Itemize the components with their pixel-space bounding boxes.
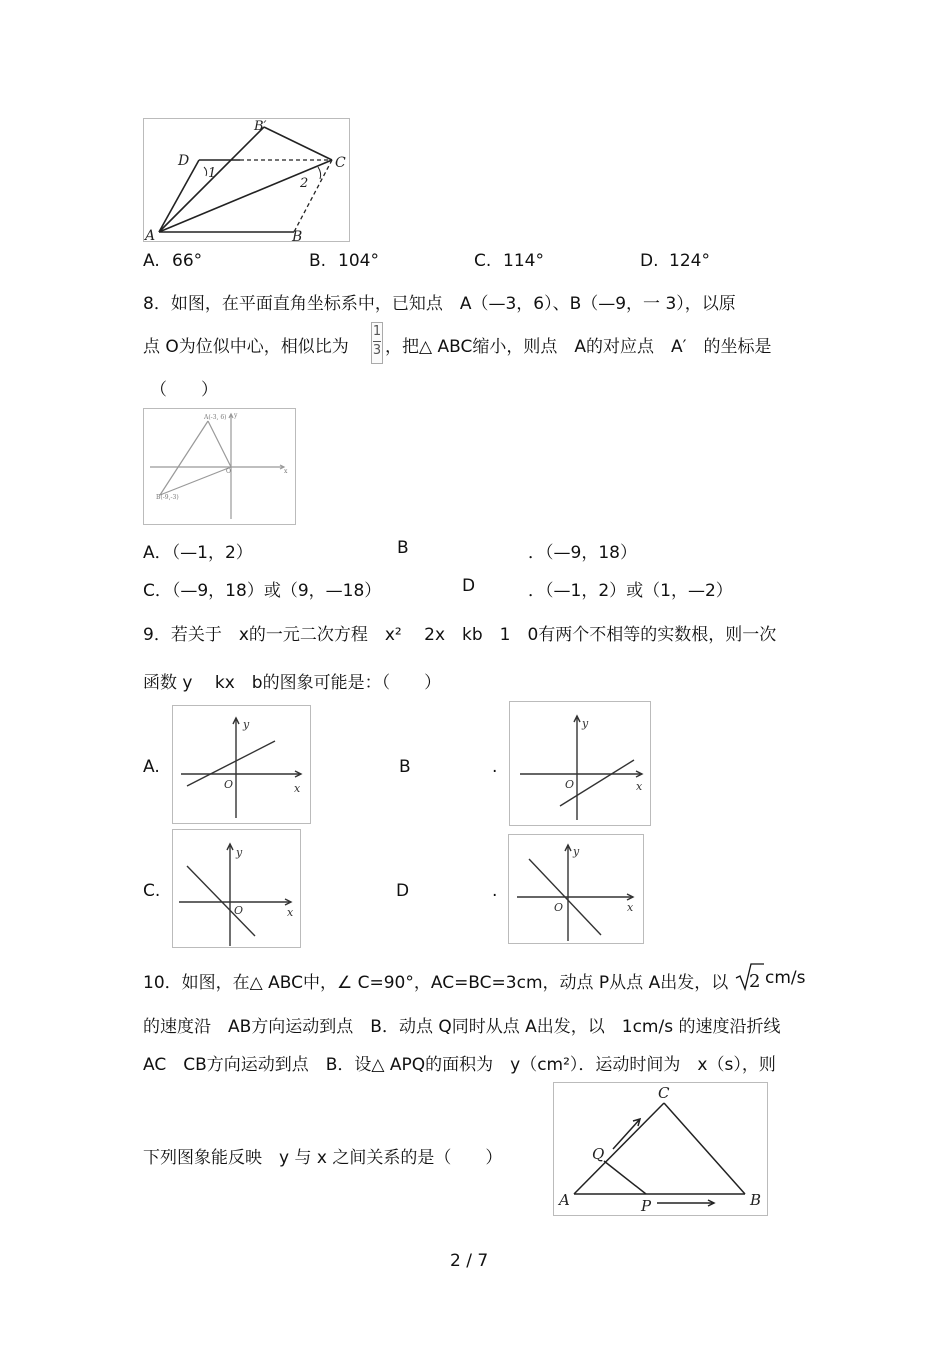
q7-label-b-prime: B′ [254,119,267,134]
q8-figure [143,408,296,525]
q9-line-1: 9．若关于 x的一元二次方程 x² 2x kb 1 0有两个不相等的实数根，则一次 [143,625,777,645]
q8-fraction-denominator: 3 [372,343,382,358]
q7-option-a-value: 66° [172,251,203,271]
q8-line-2b: ，把△ ABC缩小，则点 A的对应点 A′ 的坐标是 [385,337,772,357]
q9-option-c-label: C. [143,881,161,901]
q9-line-2: 函数 y kx b的图象可能是：（ ） [143,673,442,693]
q8-line-1: 8．如图，在平面直角坐标系中，已知点 A（—3，6）、B（—9，一 3），以原 [143,294,736,314]
q9-option-a-label: A. [143,757,160,777]
q8-line-2a: 点 O为位似中心，相似比为 [143,337,349,357]
q8-option-a: A．（—1，2） [143,543,253,563]
q7-option-c-label: C. [474,251,492,271]
q9-option-d-label: D [396,881,410,901]
q9-graph-d [508,834,644,944]
q9-option-b-label: B [399,757,411,777]
q10-sqrt [735,962,765,997]
q7-option-c-value: 114° [503,251,544,271]
q8-label-a: A(-3, 6) [204,414,227,421]
q8-line-3: （ ） [150,380,218,400]
q9-c-x: x [287,906,294,919]
page-number: 2 / 7 [450,1251,489,1271]
q9-a-y: y [243,718,250,731]
q10-line-2: 的速度沿 AB方向运动到点 B．动点 Q同时从点 A出发，以 1cm/s 的速度沿折线 [143,1017,781,1037]
q8-label-o: O [226,468,231,475]
q10-label-b: B [750,1191,762,1209]
q8-option-b-letter: B [397,538,409,558]
q8-fraction-numerator: 1 [372,324,382,339]
q9-c-o: O [234,904,244,917]
q7-label-d: D [178,153,190,169]
q10-line-1a: 10．如图，在△ ABC中，∠ C=90°，AC=BC=3cm，动点 P从点 A出发，以 [143,973,729,993]
q8-fraction [371,322,383,364]
q8-label-x: x [284,468,288,475]
q10-sqrt-radicand: 2 [749,971,761,992]
q8-label-y: y [234,412,238,419]
q9-d-o: O [554,901,564,914]
q9-a-o: O [224,778,234,791]
q9-b-y: y [582,717,589,730]
q10-line-3: AC CB方向运动到点 B．设△ APQ的面积为 y（cm²）．运动时间为 x（s），则 [143,1055,776,1075]
q8-option-c: C．（—9，18）或（9，—18） [143,581,382,601]
q10-label-c: C [658,1084,670,1102]
q9-b-x: x [636,780,643,793]
q7-label-1: 1 [208,166,217,181]
q10-label-p: P [641,1197,652,1215]
q7-figure [143,118,350,242]
q9-graph-c [172,829,301,948]
q7-label-a: A [145,228,156,241]
q7-option-b-label: B. [309,251,327,271]
q9-d-y: y [573,845,580,858]
q9-option-d-dot: . [492,881,498,901]
q8-label-b: B(-9,-3) [156,494,179,501]
q10-label-a: A [559,1191,570,1209]
q7-option-d-label: D. [640,251,659,271]
q8-option-b-text: ．（—9，18） [528,543,637,563]
q10-line-4: 下列图象能反映 y 与 x 之间关系的是（ ） [143,1148,503,1168]
q7-option-b-value: 104° [338,251,379,271]
q8-option-d-text: ．（—1，2）或（1，—2） [528,581,733,601]
q7-option-d-value: 124° [669,251,710,271]
q10-line-1b: cm/s [765,968,806,988]
q7-label-2: 2 [300,176,309,191]
q9-option-b-dot: . [492,757,498,777]
q9-graph-b [509,701,651,826]
q9-graph-a [172,705,311,824]
q10-figure [553,1082,768,1216]
q7-option-a-label: A. [143,251,160,271]
q7-label-b: B [292,229,303,241]
q9-c-y: y [236,846,243,859]
q7-label-c: C [335,155,346,171]
q9-b-o: O [565,778,575,791]
q8-option-d-letter: D [462,576,476,596]
q9-a-x: x [294,782,301,795]
q10-label-q: Q [592,1145,605,1163]
q9-d-x: x [627,901,634,914]
